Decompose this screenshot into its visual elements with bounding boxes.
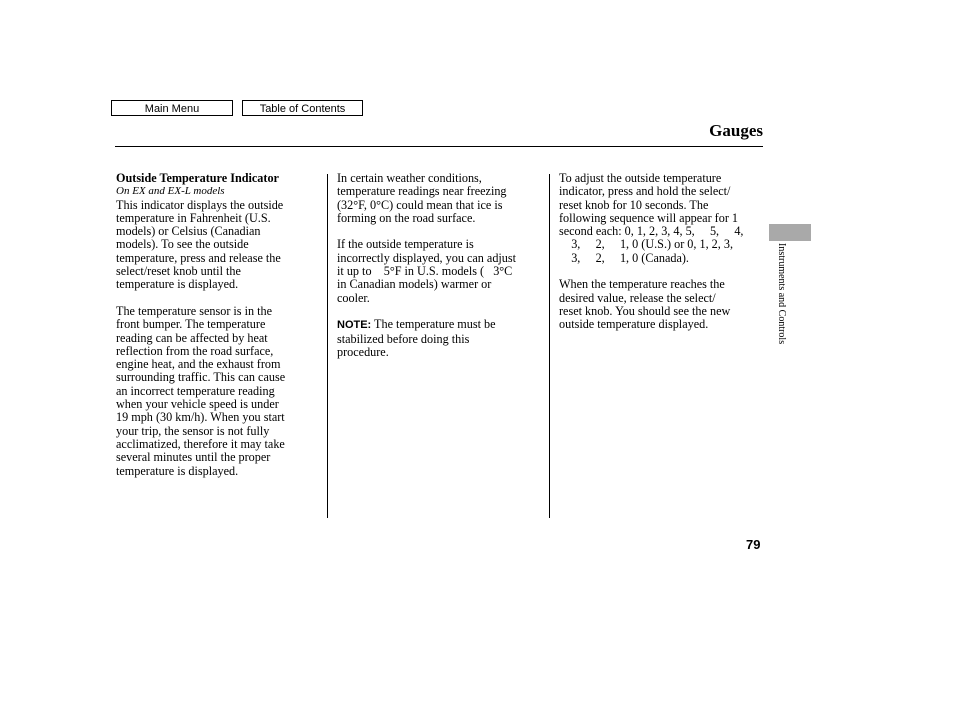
column-1 xyxy=(116,172,316,478)
text-line xyxy=(337,318,542,332)
text-line: forming on the road surface. xyxy=(337,210,476,225)
text-line: it up to 5°F in U.S. models ( 3°C xyxy=(337,264,513,279)
main-menu-button[interactable]: Main Menu xyxy=(111,100,233,116)
paragraph xyxy=(559,172,764,265)
text-line: models) or Celsius (Canadian xyxy=(116,224,261,239)
text-line: If the outside temperature is xyxy=(337,237,474,252)
column-2 xyxy=(337,172,542,359)
title-rule xyxy=(115,146,763,147)
text-line: desired value, release the select/ xyxy=(559,290,716,305)
text-line: 19 mph (30 km/h). When you start xyxy=(116,410,285,425)
text-line: To adjust the outside temperature xyxy=(559,171,722,185)
text-line: several minutes until the proper xyxy=(116,450,271,465)
text-line: temperature is displayed. xyxy=(116,463,239,478)
text-line: procedure. xyxy=(337,344,389,359)
text-line: reset knob. You should see the new xyxy=(559,303,731,318)
text-line: In certain weather conditions, xyxy=(337,171,482,185)
section-heading: Outside Temperature Indicator xyxy=(116,171,279,185)
text-line: indicator, press and hold the select/ xyxy=(559,184,731,199)
text-line: second each: 0, 1, 2, 3, 4, 5, 5, 4, xyxy=(559,224,744,239)
text-line: in Canadian models) warmer or xyxy=(337,277,492,292)
paragraph xyxy=(116,199,316,292)
paragraph xyxy=(116,305,316,478)
text-line: This indicator displays the outside xyxy=(116,197,284,212)
paragraph xyxy=(559,278,764,331)
section-subheading: On EX and EX-L models xyxy=(116,185,225,198)
text-line: front bumper. The temperature xyxy=(116,317,266,332)
note xyxy=(337,318,542,359)
column-divider xyxy=(549,174,550,518)
text-line: an incorrect temperature reading xyxy=(116,383,275,398)
text-line: temperature readings near freezing xyxy=(337,184,507,199)
text-line: incorrectly displayed, you can adjust xyxy=(337,250,517,265)
text-line: engine heat, and the exhaust from xyxy=(116,357,281,372)
text-line: 3, 2, 1, 0 (U.S.) or 0, 1, 2, 3, xyxy=(559,237,734,252)
text-line: following sequence will appear for 1 xyxy=(559,210,739,225)
text-line: temperature in Fahrenheit (U.S. xyxy=(116,210,271,225)
text-line: stabilized before doing this xyxy=(337,331,470,346)
text-line: When the temperature reaches the xyxy=(559,277,725,292)
text-line: your trip, the sensor is not fully xyxy=(116,423,270,438)
section-side-label: Instruments and Controls xyxy=(776,243,787,345)
column-divider xyxy=(327,174,328,518)
paragraph xyxy=(337,172,542,225)
column-3 xyxy=(559,172,764,332)
page-title: Gauges xyxy=(709,121,763,140)
text-line: outside temperature displayed. xyxy=(559,317,709,332)
text-line: acclimatized, therefore it may take xyxy=(116,436,285,451)
text-line: 3, 2, 1, 0 (Canada). xyxy=(559,250,689,265)
page-number: 79 xyxy=(746,537,761,552)
text-line: (32°F, 0°C) could mean that ice is xyxy=(337,197,503,212)
paragraph xyxy=(337,238,542,304)
text-line: when your vehicle speed is under xyxy=(116,397,279,412)
text-line: The temperature sensor is in the xyxy=(116,303,273,318)
text-line: temperature is displayed. xyxy=(116,277,239,292)
text-line: select/reset knob until the xyxy=(116,264,241,279)
table-of-contents-button[interactable]: Table of Contents xyxy=(242,100,363,116)
text-line: reset knob for 10 seconds. The xyxy=(559,197,709,212)
text-line: models). To see the outside xyxy=(116,237,249,252)
text-line: temperature, press and release the xyxy=(116,250,281,265)
note-text: The temperature must be xyxy=(371,317,496,332)
text-line: reading can be affected by heat xyxy=(116,330,268,345)
text-line: cooler. xyxy=(337,290,370,305)
note-label: NOTE: xyxy=(337,319,372,332)
text-line: reflection from the road surface, xyxy=(116,343,274,358)
section-tab xyxy=(769,224,811,241)
text-line: surrounding traffic. This can cause xyxy=(116,370,286,385)
